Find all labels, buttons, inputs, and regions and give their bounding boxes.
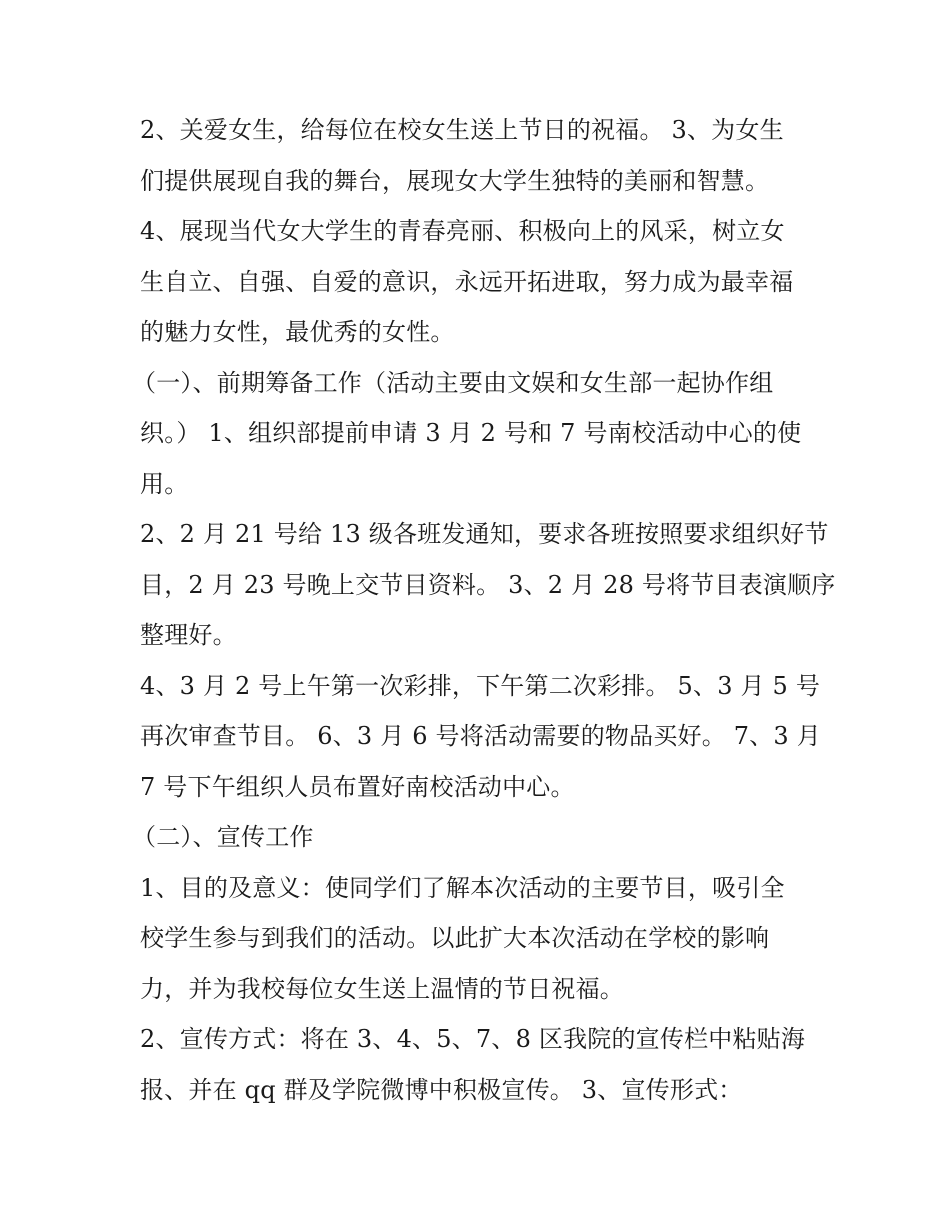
text-line: 力，并为我校每位女生送上温情的节日祝福。	[140, 974, 624, 1003]
text-line: 2、关爱女生，给每位在校女生送上节日的祝福。 3、为女生	[140, 116, 784, 144]
text-line: 织。） 1、组织部提前申请 3 月 2 号和 7 号南校活动中心的使	[140, 419, 802, 447]
text-line: 再次审查节目。 6、3 月 6 号将活动需要的物品买好。 7、3 月	[140, 722, 821, 750]
text-line: 2、2 月 21 号给 13 级各班发通知，要求各班按照要求组织好节	[140, 520, 829, 548]
text-line: 生自立、自强、自爱的意识，永远开拓进取，努力成为最幸福	[140, 267, 794, 296]
section-heading-2: （二）、宣传工作	[132, 823, 314, 851]
text-line: 4、展现当代女大学生的青春亮丽、积极向上的风采，树立女	[140, 217, 785, 245]
document-body	[132, 105, 836, 1115]
text-line: 校学生参与到我们的活动。以此扩大本次活动在学校的影响	[140, 924, 770, 952]
text-line: 4、3 月 2 号上午第一次彩排，下午第二次彩排。 5、3 月 5 号	[140, 671, 821, 700]
text-line: 报、并在 qq 群及学院微博中积极宣传。 3、宣传形式：	[140, 1075, 743, 1104]
text-line: 的魅力女性，最优秀的女性。	[140, 318, 455, 346]
section-heading-1: （一）、前期筹备工作（活动主要由文娱和女生部一起协作组	[132, 368, 774, 397]
text-line: 1、目的及意义：使同学们了解本次活动的主要节目，吸引全	[140, 873, 785, 902]
text-line: 目，2 月 23 号晚上交节目资料。 3、2 月 28 号将节目表演顺序	[140, 570, 836, 599]
text-line: 用。	[140, 469, 189, 498]
text-line: 2、宣传方式：将在 3、4、5、7、8 区我院的宣传栏中粘贴海	[140, 1025, 806, 1053]
text-line: 们提供展现自我的舞台，展现女大学生独特的美丽和智慧。	[140, 166, 770, 195]
text-line: 7 号下午组织人员布置好南校活动中心。	[140, 772, 575, 801]
text-line: 整理好。	[140, 621, 237, 649]
